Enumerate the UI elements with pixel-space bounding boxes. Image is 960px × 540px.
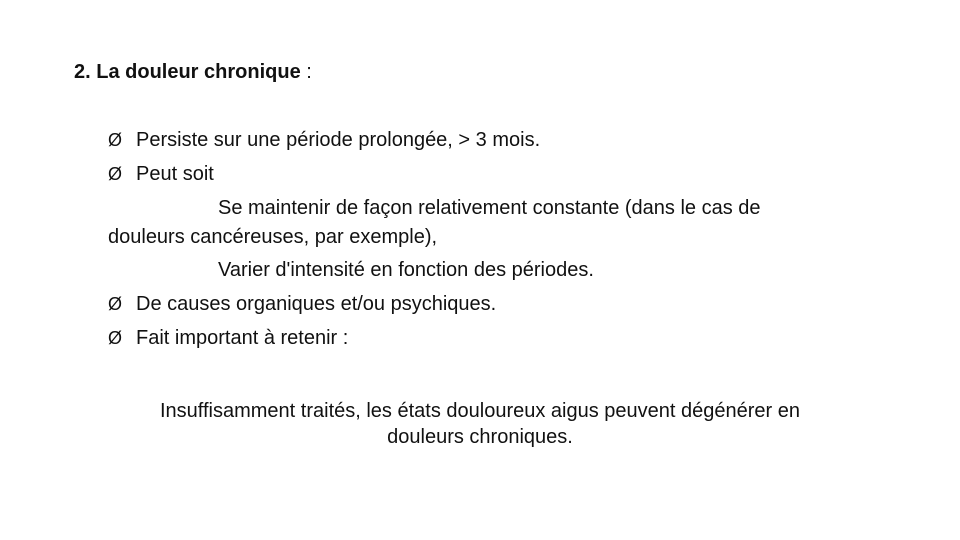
arrow-bullet-icon: Ø [108,328,123,348]
conclusion-line: Insuffisamment traités, les états douloureux aigus peuvent dégénérer en [159,400,801,422]
conclusion-paragraph [0,398,960,450]
bullet-text: Persiste sur une période prolongée, > 3 mois. [136,129,541,151]
arrow-bullet-icon: Ø [108,130,123,150]
bullet-item [108,292,496,316]
sub-item-text-continued: douleurs cancéreuses, par exemple), [108,226,438,248]
arrow-bullet-icon: Ø [108,294,123,314]
bullet-text: Fait important à retenir : [136,327,349,349]
bullet-item [108,128,540,152]
sub-item-text: Se maintenir de façon relativement constante (dans le cas de [218,197,761,219]
sub-item-text: Varier d'intensité en fonction des périodes. [218,259,594,281]
arrow-bullet-icon: Ø [108,164,123,184]
bullet-text: Peut soit [136,163,214,185]
conclusion-line: douleurs chroniques. [387,426,573,448]
bullet-text: De causes organiques et/ou psychiques. [136,293,497,315]
section-heading [74,61,312,84]
section-title-colon: : [300,61,312,83]
bullet-item [108,162,214,186]
section-title: 2. La douleur chronique [74,61,301,83]
bullet-item [108,326,348,350]
